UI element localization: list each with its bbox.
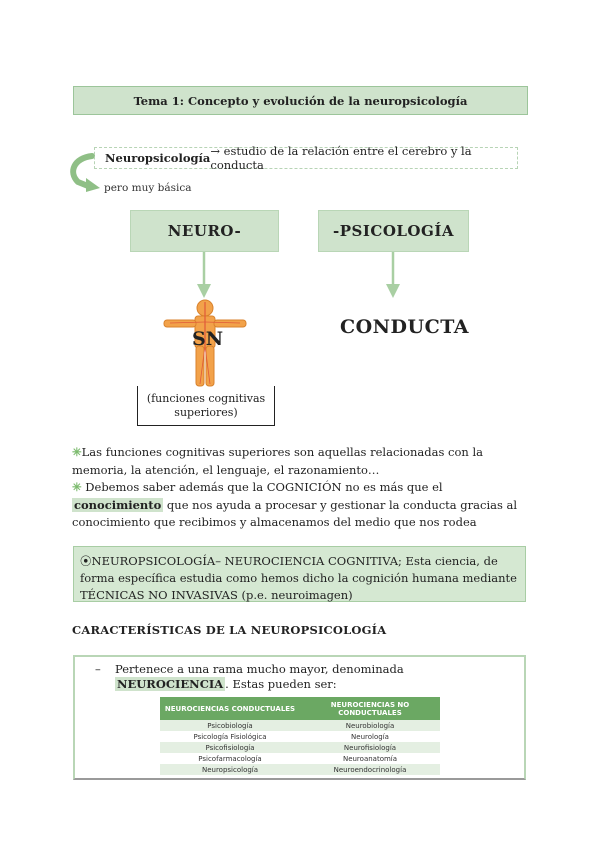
table-header-no-conductuales: NEUROCIENCIAS NO CONDUCTUALES [300, 697, 440, 720]
table-row [160, 720, 440, 731]
table-cell: Psicología Fisiológica [160, 731, 300, 742]
paragraph-functions [72, 444, 522, 479]
table-cell: Neurofisiología [300, 742, 440, 753]
page-title-text: Tema 1: Concepto y evolución de la neuropsicología [133, 93, 468, 108]
section-heading: CARACTERÍSTICAS DE LA NEUROPSICOLOGÍA [72, 623, 387, 637]
table-cell: Psicofarmacología [160, 753, 300, 764]
arrow-down-icon [194, 252, 214, 300]
table-row [160, 753, 440, 764]
neuro-box [130, 210, 279, 252]
psicologia-label: -PSICOLOGÍA [333, 222, 454, 240]
table-cell: Neuropsicología [160, 764, 300, 775]
asterisk-bullet-icon: ✳ [72, 445, 82, 459]
characteristics-box [73, 655, 526, 780]
target-icon: ⦿ [80, 554, 92, 568]
paragraph-cognition-text-a: Debemos saber además que la COGNICIÓN no es más que el [81, 480, 443, 494]
table-header-conductuales: NEUROCIENCIAS CONDUCTUALES [160, 697, 300, 720]
table-row [160, 764, 440, 775]
table-cell: Neurobiología [300, 720, 440, 731]
neurosciences-table [160, 697, 440, 775]
characteristics-item [95, 662, 520, 692]
table-cell: Neuroanatomía [300, 753, 440, 764]
definition-term: Neuropsicología [105, 151, 211, 165]
table-cell: Neuroendocrinología [300, 764, 440, 775]
neuro-label: NEURO- [167, 222, 242, 240]
dash-bullet: – [95, 662, 101, 676]
table-cell: Psicobiología [160, 720, 300, 731]
functions-line-1: (funciones cognitivas [146, 392, 266, 405]
neuropsicologia-info-box [73, 546, 526, 602]
highlight-conocimiento: conocimiento [74, 497, 162, 512]
paragraph-functions-text: Las funciones cognitivas superiores son aquellas relacionadas con la memoria, la atención, el lenguaje, el razonamiento… [72, 445, 483, 477]
table-cell: Neurología [300, 731, 440, 742]
paragraph-cognition [72, 479, 522, 532]
definition-box [94, 144, 518, 172]
sn-label: SN [192, 328, 224, 350]
info-box-text: NEUROPSICOLOGÍA– NEUROCIENCIA COGNITIVA; Esta ciencia, de forma específica estudia como hemos dicho la cognición humana mediante TÉCNICAS NO INVASIVAS (p.e. neuroimagen) [80, 554, 517, 602]
table-cell: Psicofisiología [160, 742, 300, 753]
functions-line-2: superiores) [174, 406, 238, 419]
table-row [160, 742, 440, 753]
table-row [160, 731, 440, 742]
paragraph-cognition-text-b: que nos ayuda a procesar y gestionar la conducta gracias al conocimiento que recibimos y almacenamos del medio que nos rodea [72, 497, 518, 529]
highlight-neurociencia: NEUROCIENCIA [117, 677, 224, 691]
psicologia-box [318, 210, 469, 252]
definition-note: pero muy básica [104, 182, 192, 194]
characteristics-text-a: Pertenece a una rama mucho mayor, denominada [115, 662, 404, 676]
page-title [73, 86, 528, 115]
arrow-down-icon [383, 252, 403, 300]
conducta-label: CONDUCTA [340, 316, 470, 338]
table-header-row [160, 697, 440, 720]
definition-text: → estudio de la relación entre el cerebro y la conducta [210, 144, 472, 172]
functions-box [137, 386, 275, 426]
characteristics-text-b: . Estas pueden ser: [225, 677, 337, 691]
asterisk-bullet-icon: ✳ [72, 480, 82, 494]
characteristics-text [115, 662, 520, 692]
